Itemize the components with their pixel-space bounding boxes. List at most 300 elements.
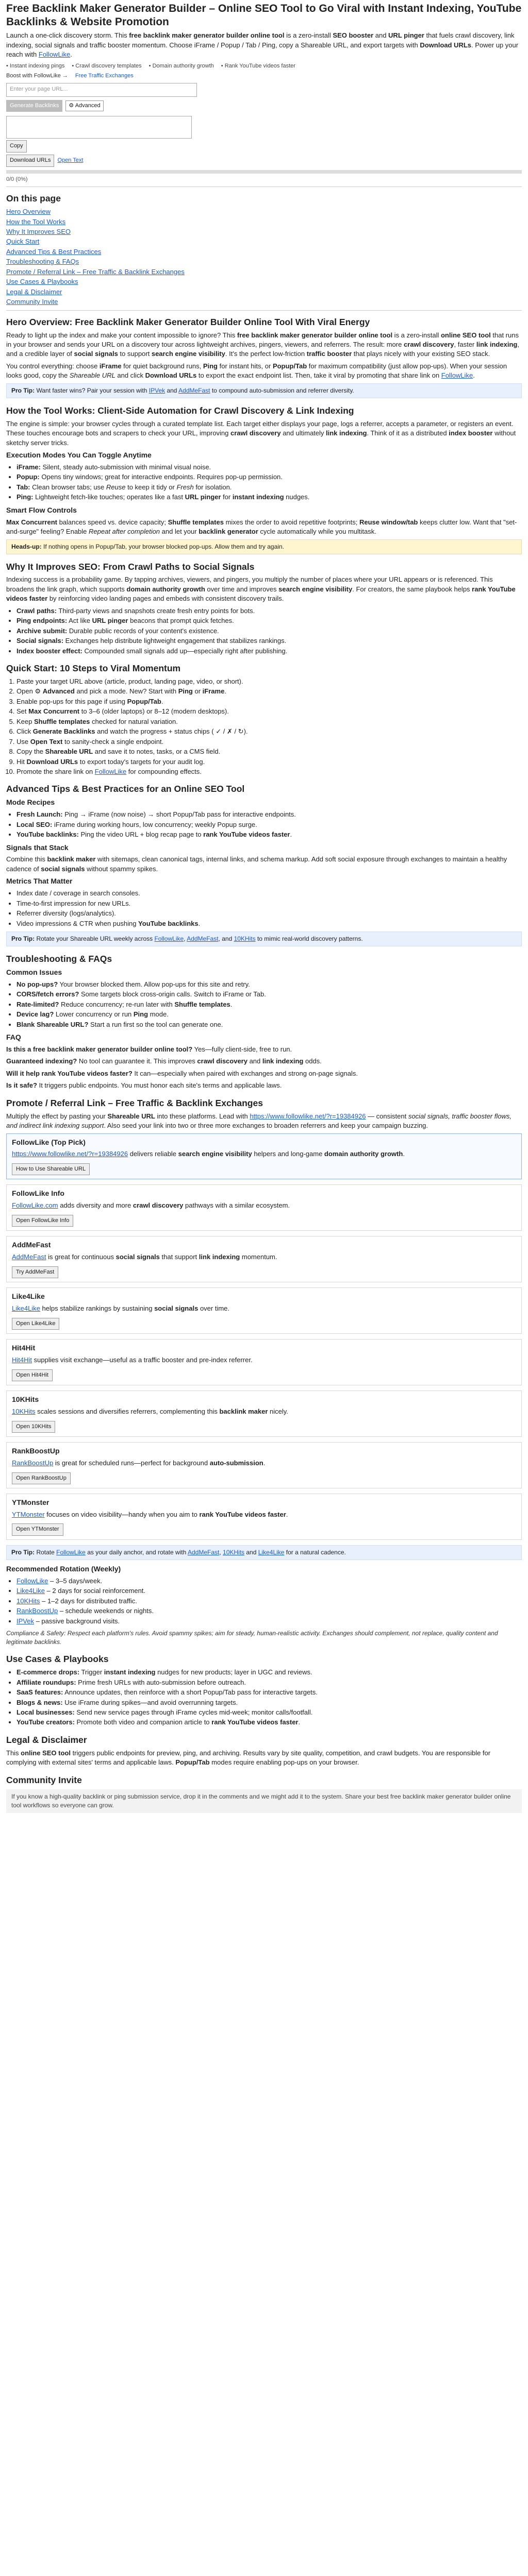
advanced-select[interactable]: ⚙ Advanced (65, 100, 103, 112)
toc-item (6, 237, 522, 246)
bold-text: backlink maker (47, 855, 96, 863)
inline-link[interactable]: 10KHits (12, 1408, 36, 1416)
italic-text: Shareable URL (69, 371, 116, 380)
bold-text: CORS/fetch errors? (16, 990, 79, 998)
section-heading: Quick Start: 10 Steps to Viral Momentum (6, 663, 181, 674)
bold-text: social signals (154, 1304, 199, 1313)
list-item: • E-commerce drops: Trigger instant indexing nudges for new products; layer in UGC and reviews. (16, 1668, 522, 1677)
inline-link[interactable]: IPVek (148, 386, 166, 394)
bold-text: Popup/Tab (127, 697, 161, 705)
bold-text: Crawl paths: (16, 606, 57, 615)
bullet-icon: • (221, 62, 225, 69)
bold-text: search engine visibility (178, 1150, 252, 1158)
list-item: 4. Set Max Concurrent to 3–6 (older laptops) or 8–12 (modern desktops). (16, 707, 522, 716)
card-button[interactable]: Open RankBoostUp (12, 1472, 71, 1485)
use-cases-section (6, 1654, 522, 1727)
pro-tip-box: Pro Tip: Rotate FollowLike as your daily anchor, and rotate with AddMeFast, 10KHits and Like4Like for a natural cadence. (6, 1545, 522, 1560)
bold-text: Blank Shareable URL? (16, 1020, 89, 1028)
list-item: • Index booster effect: Compounded small signals add up—especially right after publishing. (16, 647, 522, 656)
toc-link-use-cases[interactable]: Use Cases & Playbooks (6, 278, 78, 286)
toc-link-why[interactable]: Why It Improves SEO (6, 228, 71, 236)
inline-link[interactable]: FollowLike (38, 50, 71, 59)
bold-text: Shareable URL (107, 1112, 155, 1120)
advanced-section (6, 784, 522, 946)
inline-link[interactable]: AddMeFast (12, 1253, 46, 1261)
bold-text: Advanced (42, 687, 75, 696)
inline-link[interactable]: 10KHits (223, 1549, 245, 1556)
paragraph: Multiply the effect by pasting your Shareable URL into these platforms. Lead with https://www.followlike.net/?r=19384926 — consistent social signals, traffic booster flows, and indirect link indexing support. Also seed your link into two or three more exchanges to broaden referrers and keep your campaign buzzing. (6, 1112, 512, 1130)
list-item: 7. Use Open Text to sanity-check a single endpoint. (16, 737, 522, 747)
bold-text: rank YouTube videos faster (203, 831, 290, 839)
bold-text: No pop-ups? (16, 980, 58, 988)
card-text: Like4Like helps stabilize rankings by sustaining social signals over time. (12, 1304, 230, 1313)
bold-text: Ping: (16, 493, 34, 501)
compliance-note: Compliance & Safety: Respect each platform's rules. Avoid spammy spikes; aim for steady, human-realistic activity. Exchanges should complement, not replace, quality content and legitimate backlinks. (6, 1630, 498, 1646)
list-item: • Crawl paths: Third-party views and snapshots create fresh entry points for bots. (16, 606, 522, 616)
list-item: • Referrer diversity (logs/analytics). (16, 909, 522, 918)
inline-link[interactable]: AddMeFast (178, 386, 210, 394)
bold-text: Rate-limited? (16, 1000, 59, 1008)
exchange-card (6, 1236, 522, 1282)
card-title: Like4Like (12, 1292, 45, 1301)
list-item: • Archive submit: Durable public records of your content's existence. (16, 626, 522, 636)
tab-label: Instant indexing pings (9, 62, 65, 69)
bold-text: link indexing (476, 340, 518, 348)
tab-domain-authority[interactable] (149, 62, 214, 71)
toc-link-promote[interactable]: Promote / Referral Link – Free Traffic & Backlink Exchanges (6, 267, 185, 276)
inline-link[interactable]: AddMeFast (187, 935, 219, 943)
metrics-list (6, 889, 522, 928)
bold-text: Download URLs (26, 757, 78, 766)
list-item: 10. Promote the share link on FollowLike for compounding effects. (16, 767, 522, 776)
section-heading: Legal & Disclaimer (6, 1734, 87, 1745)
list-item: • YouTube backlinks: Ping the video URL + blog recap page to rank YouTube videos faster. (16, 830, 522, 839)
toc-link-quick-start[interactable]: Quick Start (6, 238, 40, 246)
bold-text: URL pinger (185, 493, 221, 501)
bold-text: Archive submit: (16, 626, 68, 635)
table-of-contents (6, 207, 522, 307)
bold-text: crawl discovery (133, 1201, 184, 1210)
toc-item (6, 227, 522, 236)
card-button[interactable]: Open Hit4Hit (12, 1369, 53, 1382)
bold-text: Pro Tip: (11, 386, 35, 394)
toc-link-hero[interactable]: Hero Overview (6, 208, 51, 216)
inline-link[interactable]: IPVek (16, 1617, 34, 1625)
bold-text: Reuse window/tab (359, 518, 418, 526)
bold-text: Is this a free backlink maker generator builder online tool? (6, 1045, 193, 1053)
paragraph: Max Concurrent balances speed vs. device capacity; Shuffle templates mixes the order to avoid repetitive footprints; Reuse window/tab keeps clutter low. Want that "set-and-surge" feeling? Enable Repeat after completion and let your backlink generator cycle automatically while you multitask. (6, 518, 517, 536)
faq-item: Will it help rank YouTube videos faster? It can—especially when paired with exchanges and strong on-page signals. (6, 1069, 358, 1077)
toc-item (6, 267, 522, 277)
subheading: Smart Flow Controls (6, 505, 77, 514)
list-item: • Time-to-first impression for new URLs. (16, 899, 522, 908)
inline-link[interactable]: Like4Like (12, 1304, 40, 1313)
bold-text: social signals (74, 350, 118, 358)
bold-text: Fresh Launch: (16, 810, 63, 819)
list-item: • FollowLike – 3–5 days/week. (16, 1577, 522, 1586)
bold-text: Max Concurrent (28, 707, 80, 716)
subheading: FAQ (6, 1033, 21, 1042)
bold-text: instant indexing (232, 493, 284, 501)
feature-tabs (6, 62, 522, 71)
recipes-list (6, 810, 522, 839)
card-title: Hit4Hit (12, 1344, 36, 1352)
subheading: Recommended Rotation (Weekly) (6, 1565, 121, 1573)
paragraph: Indexing success is a probability game. By tapping archives, viewers, and pingers, you multiply the number of places where your URL appears or is referenced. This broadens the link graph, which supports domain authority growth over time and improves search engine visibility. For creators, the same playbook helps rank YouTube videos faster by reinforcing video landing pages and embeds with consistent discovery trails. (6, 575, 516, 603)
inline-link[interactable]: 10KHits (234, 935, 256, 943)
card-button[interactable]: Open Like4Like (12, 1318, 59, 1330)
bold-text: free backlink maker generator builder online tool (129, 31, 285, 40)
exchange-card (6, 1391, 522, 1437)
bold-text: index booster (449, 429, 493, 437)
bold-text: Will it help rank YouTube videos faster? (6, 1069, 133, 1077)
toc-link-legal[interactable]: Legal & Disclaimer (6, 287, 62, 296)
list-item: • Local SEO: iFrame during working hours, low concurrency; weekly Popup surge. (16, 820, 522, 829)
card-title: YTMonster (12, 1498, 50, 1507)
list-item: • iFrame: Silent, steady auto-submission with minimal visual noise. (16, 463, 522, 472)
inline-link[interactable]: FollowLike (441, 371, 473, 380)
modes-list (6, 463, 522, 502)
list-item: • Social signals: Exchanges help distribute lightweight engagement that stabilizes rankings. (16, 636, 522, 646)
toc-item (6, 297, 522, 307)
how-to-use-button[interactable]: How to Use Shareable URL (12, 1163, 90, 1176)
quick-start-section (6, 663, 522, 776)
list-item: • Video impressions & CTR when pushing YouTube backlinks. (16, 919, 522, 928)
community-box: If you know a high-quality backlink or ping submission service, drop it in the comments and we might add it to the system. Share your best free backlink maker generator builder online tool workflows so everyone can grow. (6, 1789, 522, 1813)
bold-text: URL pinger (92, 617, 128, 625)
bold-text: Open Text (30, 737, 63, 745)
section-heading: Hero Overview: Free Backlink Maker Generator Builder Online Tool With Viral Energy (6, 316, 370, 327)
subheading: Mode Recipes (6, 798, 55, 807)
bold-text: crawl discovery (230, 429, 281, 437)
bold-text: YouTube creators: (16, 1718, 75, 1726)
bullet-icon: • (6, 62, 10, 69)
bold-text: link indexing (199, 1253, 240, 1261)
list-item: • Blogs & news: Use iFrame during spikes—and avoid overrunning targets. (16, 1698, 522, 1707)
bold-text: search engine visibility (278, 585, 353, 593)
toc-item (6, 207, 522, 216)
bold-text: Generate Backlinks (32, 727, 95, 736)
inline-link[interactable]: https://www.followlike.net/?r=19384926 (12, 1150, 128, 1158)
bold-text: Local SEO: (16, 820, 53, 828)
legal-section (6, 1735, 522, 1768)
section-heading: Promote / Referral Link – Free Traffic & Backlink Exchanges (6, 1097, 263, 1108)
inline-link[interactable]: AddMeFast (187, 1549, 220, 1556)
bold-text: Local businesses: (16, 1708, 75, 1716)
bold-text: auto-submission (209, 1459, 263, 1467)
card-text: YTMonster focuses on video visibility—handy when you aim to rank YouTube videos faster. (12, 1510, 288, 1518)
inline-link[interactable]: FollowLike (154, 935, 184, 943)
url-input[interactable]: Enter your page URL... (6, 83, 197, 97)
paragraph: Ready to light up the index and make your content impossible to ignore? This free backlink maker generator builder online tool is a zero-install online SEO tool that runs in your browser and sends your URL on a discovery tour across lightweight archives, pingers, viewers, and referrers. The result: more crawl discovery, faster link indexing, and a credible layer of social signals to support search engine visibility. It's the perfect low-friction traffic booster that plays nicely with your existing SEO stack. (6, 331, 519, 358)
bullet-icon: • (72, 62, 76, 69)
faq-item: Is this a free backlink maker generator builder online tool? Yes—fully client-side, free to run. (6, 1045, 292, 1053)
free-traffic-exchanges-link[interactable]: Free Traffic Exchanges (75, 73, 134, 79)
italic-text: social signals, traffic booster flows, and indirect link indexing support (6, 1112, 512, 1130)
card-button[interactable]: Open FollowLike Info (12, 1215, 73, 1227)
bold-text: E-commerce drops: (16, 1668, 80, 1676)
subheading: Signals that Stack (6, 843, 69, 852)
bold-text: search engine visibility (151, 350, 225, 358)
why-section (6, 562, 522, 656)
italic-text: Repeat after completion (89, 528, 160, 536)
bold-text: YouTube backlinks: (16, 831, 79, 839)
toc-link-advanced[interactable]: Advanced Tips & Best Practices (6, 247, 102, 256)
list-item: • Blank Shareable URL? Start a run first so the tool can generate one. (16, 1020, 522, 1029)
boost-followlike-link[interactable]: Boost with FollowLike → (6, 73, 68, 79)
bold-text: Popup/Tab (272, 362, 307, 370)
download-urls-button[interactable]: Download URLs (6, 155, 54, 167)
bold-text: Tab: (16, 483, 30, 491)
card-text: 10KHits scales sessions and diversifies referrers, complementing this backlink maker nicely. (12, 1408, 288, 1416)
inline-link[interactable]: YTMonster (12, 1510, 45, 1518)
copy-button[interactable]: Copy (6, 140, 27, 152)
bold-text: link indexing (326, 429, 367, 437)
list-item: • 10KHits – 1–2 days for distributed traffic. (16, 1597, 522, 1606)
bold-text: social signals (41, 865, 85, 873)
list-item: • Rate-limited? Reduce concurrency; re-run later with Shuffle templates. (16, 1000, 522, 1009)
tab-instant-indexing[interactable] (6, 62, 64, 71)
section-heading: Community Invite (6, 1774, 82, 1785)
bold-text: traffic booster (306, 350, 352, 358)
tab-label: Crawl discovery templates (75, 62, 142, 69)
followlike-top-card (6, 1133, 522, 1180)
exchange-card (6, 1184, 522, 1231)
pro-tip-box: Pro Tip: Want faster wins? Pair your session with IPVek and AddMeFast to compound auto-submission and referrer diversity. (6, 383, 522, 398)
bold-text: Shuffle templates (168, 518, 224, 526)
bold-text: iFrame: (16, 463, 41, 471)
bold-text: SEO booster (333, 31, 374, 40)
list-item: • Local businesses: Send new service pages through iFrame cycles mid-week; monitor calls/footfall. (16, 1708, 522, 1717)
inline-link[interactable]: FollowLike (94, 768, 127, 775)
why-list (6, 606, 522, 656)
bold-text: Popup/Tab (175, 1758, 210, 1767)
tab-rank-youtube[interactable] (221, 62, 295, 71)
list-item: • SaaS features: Announce updates, then reinforce with a short Popup/Tab pass for interactive targets. (16, 1688, 522, 1697)
bold-text: Pro Tip: (11, 935, 35, 943)
card-text: Hit4Hit supplies visit exchange—useful as a traffic booster and pre-index referrer. (12, 1356, 253, 1364)
bold-text: online SEO tool (440, 331, 491, 339)
bold-text: Popup: (16, 473, 40, 481)
list-item: • Tab: Clean browser tabs; use Reuse to keep it tidy or Fresh for isolation. (16, 483, 522, 492)
inline-link[interactable]: Hit4Hit (12, 1356, 32, 1364)
bold-text: free backlink maker generator builder online tool (237, 331, 393, 339)
bold-text: Is it safe? (6, 1081, 37, 1090)
section-heading: Why It Improves SEO: From Crawl Paths to Social Signals (6, 561, 255, 572)
intro-text: Launch a one-click discovery storm. This free backlink maker generator builder online tool is a zero-install SEO booster and URL pinger that fuels crawl discovery, link indexing, social signals and traffic booster momentum. Choose iFrame / Popup / Tab / Ping, copy a Shareable URL, and export targets with Download URLs. Power up your reach with FollowLike. (6, 31, 519, 59)
bold-text: rank YouTube videos faster (199, 1510, 286, 1518)
issues-list (6, 980, 522, 1029)
section-heading: Use Cases & Playbooks (6, 1654, 109, 1665)
list-item: 9. Hit Download URLs to export today's targets for your audit log. (16, 757, 522, 767)
list-item: 5. Keep Shuffle templates checked for natural variation. (16, 717, 522, 726)
page-title: Free Backlink Maker Generator Builder – Online SEO Tool to Go Viral with Instant Indexing, YouTube Backlinks & Website Promotion (6, 3, 522, 28)
bold-text: Download URLs (420, 41, 472, 49)
community-section (6, 1775, 522, 1813)
paragraph: The engine is simple: your browser cycles through a curated template list. Each target either displays your page, logs a referrer, accepts a parameter, or registers an event. These touches encourage bots and scrapers to check your URL, improving crawl discovery and ultimately link indexing. Think of it as a distributed index booster without sketchy server tricks. (6, 419, 516, 447)
open-text-link[interactable]: Open Text (57, 157, 84, 164)
inline-link[interactable]: RankBoostUp (16, 1607, 58, 1615)
toc-item (6, 287, 522, 297)
bold-text: Pro Tip: (11, 1549, 35, 1556)
list-item: • No pop-ups? Your browser blocked them. Allow pop-ups for this site and retry. (16, 980, 522, 989)
hero-section (6, 317, 522, 398)
rotation-list (6, 1577, 522, 1626)
bold-text: Device lag? (16, 1010, 54, 1019)
italic-text: Fresh (176, 483, 194, 491)
list-item: • Ping endpoints: Act like URL pinger beacons that prompt quick fetches. (16, 616, 522, 625)
bold-text: Ping endpoints: (16, 617, 68, 625)
bold-text: Download URLs (145, 371, 197, 380)
inline-link[interactable]: Like4Like (258, 1549, 285, 1556)
bold-text: Guaranteed indexing? (6, 1057, 77, 1065)
card-text: AddMeFast is great for continuous social signals that support link indexing momentum. (12, 1253, 277, 1261)
paragraph: Combine this backlink maker with sitemaps, clean canonical tags, internal links, and schema markup. Add soft social exposure through exchanges to maintain a healthy cadence of social signals without spammy spikes. (6, 855, 507, 873)
bold-text: backlink maker (219, 1408, 268, 1416)
bold-text: Affiliate roundups: (16, 1678, 76, 1686)
list-item: 2. Open ⚙ Advanced and pick a mode. New? Start with Ping or iFrame. (16, 687, 522, 696)
bold-text: crawl discovery (403, 340, 454, 348)
bold-text: domain authority growth (324, 1150, 403, 1158)
progress-bar (6, 170, 522, 174)
bold-text: Ping (178, 687, 193, 696)
bold-text: Social signals: (16, 637, 64, 645)
list-item: • RankBoostUp – schedule weekends or nights. (16, 1606, 522, 1616)
list-item: 3. Enable pop-ups for this page if using Popup/Tab. (16, 697, 522, 706)
list-item: • IPVek – passive background visits. (16, 1617, 522, 1626)
list-item: • Index date / coverage in search consoles. (16, 889, 522, 898)
card-title: 10KHits (12, 1395, 39, 1404)
bold-text: domain authority growth (126, 585, 205, 593)
card-title: FollowLike (Top Pick) (12, 1138, 86, 1146)
list-item: 1. Paste your target URL above (article, product, landing page, video, or short). (16, 677, 522, 686)
bold-text: YouTube backlinks (138, 919, 199, 927)
list-item: 6. Click Generate Backlinks and watch the progress + status chips ( ✓ / ✗ / ↻). (16, 727, 522, 736)
output-textarea[interactable] (6, 116, 192, 139)
list-item: 8. Copy the Shareable URL and save it to notes, tasks, or a CMS field. (16, 747, 522, 756)
promo-links (6, 72, 522, 80)
card-text: https://www.followlike.net/?r=19384926 delivers reliable search engine visibility helpers and long-game domain authority growth. (12, 1150, 405, 1158)
heads-up-box: Heads-up: If nothing opens in Popup/Tab, your browser blocked pop-ups. Allow them and try again. (6, 539, 522, 554)
bold-text: iFrame (202, 687, 225, 696)
tab-label: Rank YouTube videos faster (224, 62, 295, 69)
exchange-card (6, 1442, 522, 1488)
list-item: • Popup: Opens tiny windows; great for interactive endpoints. Requires pop-up permission. (16, 472, 522, 482)
inline-link[interactable]: Like4Like (16, 1587, 45, 1595)
toc-title: On this page (6, 193, 61, 204)
progress-text: 0/0 (0%) (6, 176, 28, 182)
list-item: • Affiliate roundups: Prime fresh URLs with auto-submission before outreach. (16, 1678, 522, 1687)
bold-text: Max Concurrent (6, 518, 57, 526)
list-item: • YouTube creators: Promote both video and companion article to rank YouTube videos faster. (16, 1718, 522, 1727)
faq-list (6, 1045, 522, 1091)
paragraph: This online SEO tool triggers public endpoints for preview, ping, and archiving. Results vary by site quality, competition, and crawl budgets. You are responsible for complying with external sites' terms and applicable laws. Popup/Tab modes require enabling pop-ups on your browser. (6, 1749, 491, 1767)
bold-text: Heads-up: (11, 543, 42, 550)
exchange-card (6, 1339, 522, 1385)
section-heading: How the Tool Works: Client-Side Automation for Crawl Discovery & Link Indexing (6, 405, 354, 416)
bold-text: link indexing (262, 1057, 304, 1065)
inline-link[interactable]: FollowLike (16, 1577, 48, 1585)
bold-text: Ping (203, 362, 218, 370)
exchange-card (6, 1287, 522, 1334)
toc-link-community[interactable]: Community Invite (6, 298, 58, 306)
bold-text: Shuffle templates (34, 717, 90, 725)
tab-label: Domain authority growth (152, 62, 214, 69)
bold-text: Index booster effect: (16, 647, 82, 655)
list-item: • Fresh Launch: Ping → iFrame (now noise) → short Popup/Tab pass for interactive endpoints. (16, 810, 522, 819)
subheading: Execution Modes You Can Toggle Anytime (6, 451, 152, 460)
bold-text: instant indexing (104, 1668, 156, 1676)
toc-link-troubleshooting[interactable]: Troubleshooting & FAQs (6, 258, 79, 266)
promote-section (6, 1098, 522, 1647)
steps-list (6, 677, 522, 777)
toc-item (6, 247, 522, 257)
card-button[interactable]: Open 10KHits (12, 1421, 55, 1433)
bold-text: SaaS features: (16, 1688, 63, 1697)
generate-backlinks-button[interactable]: Generate Backlinks (6, 100, 62, 112)
bold-text: rank YouTube videos faster (6, 585, 516, 603)
italic-text: Reuse (106, 483, 126, 491)
use-cases-list (6, 1668, 522, 1727)
exchange-card (6, 1494, 522, 1540)
list-item: • Like4Like – 2 days for social reinforcement. (16, 1586, 522, 1596)
toc-item (6, 257, 522, 266)
section-heading: Troubleshooting & FAQs (6, 954, 112, 964)
toc-item (6, 277, 522, 286)
inline-link[interactable]: FollowLike (56, 1549, 86, 1556)
troubleshooting-section (6, 954, 522, 1091)
exchange-cards (6, 1184, 522, 1540)
bold-text: Blogs & news: (16, 1698, 63, 1706)
bold-text: iFrame (99, 362, 122, 370)
bold-text: URL pinger (388, 31, 424, 40)
bullet-icon: • (148, 62, 153, 69)
bold-text: rank YouTube videos faster (211, 1718, 299, 1726)
card-title: RankBoostUp (12, 1447, 60, 1455)
card-title: AddMeFast (12, 1241, 51, 1249)
list-item: • Ping: Lightweight fetch-like touches; operates like a fast URL pinger for instant indexing nudges. (16, 493, 522, 502)
paragraph: You control everything: choose iFrame for quiet background runs, Ping for instant hits, or Popup/Tab for maximum compatibility (just allow pop-ups). When your session looks good, copy the Shareable URL and click Download URLs to export the exact endpoint list. Then, take it viral by promoting that share link on FollowLike. (6, 362, 507, 380)
card-button[interactable]: Try AddMeFast (12, 1266, 58, 1279)
bold-text: Shareable URL (45, 748, 93, 756)
list-item: • CORS/fetch errors? Some targets block cross-origin calls. Switch to iFrame or Tab. (16, 990, 522, 999)
bold-text: online SEO tool (21, 1749, 71, 1757)
bold-text: Shuffle templates (174, 1000, 230, 1008)
inline-link[interactable]: FollowLike.com (12, 1201, 58, 1210)
card-text: FollowLike.com adds diversity and more crawl discovery pathways with a similar ecosystem. (12, 1201, 290, 1210)
bold-text: crawl discovery (197, 1057, 248, 1065)
list-item: • Device lag? Lower concurrency or run Ping mode. (16, 1010, 522, 1019)
faq-item: Is it safe? It triggers public endpoints. You must honor each site's terms and applicable laws. (6, 1081, 282, 1090)
how-section (6, 405, 522, 554)
card-button[interactable]: Open YTMonster (12, 1523, 63, 1536)
inline-link[interactable]: https://www.followlike.net/?r=19384926 (250, 1112, 366, 1120)
bold-text: social signals (116, 1253, 160, 1261)
inline-link[interactable]: 10KHits (16, 1597, 40, 1605)
toc-item (6, 217, 522, 227)
bold-text: backlink generator (199, 528, 258, 536)
tab-crawl-discovery[interactable] (72, 62, 141, 71)
card-text: RankBoostUp is great for scheduled runs—perfect for background auto-submission. (12, 1459, 266, 1467)
bold-text: Ping (133, 1010, 148, 1019)
card-title: FollowLike Info (12, 1189, 64, 1198)
inline-link[interactable]: RankBoostUp (12, 1459, 54, 1467)
section-heading: Advanced Tips & Best Practices for an Online SEO Tool (6, 784, 245, 794)
subheading: Common Issues (6, 968, 62, 976)
faq-item: Guaranteed indexing? No tool can guarantee it. This improves crawl discovery and link indexing odds. (6, 1057, 322, 1065)
pro-tip-box: Pro Tip: Rotate your Shareable URL weekly across FollowLike, AddMeFast, and 10KHits to mimic real-world discovery patterns. (6, 931, 522, 946)
toc-link-how[interactable]: How the Tool Works (6, 217, 66, 226)
